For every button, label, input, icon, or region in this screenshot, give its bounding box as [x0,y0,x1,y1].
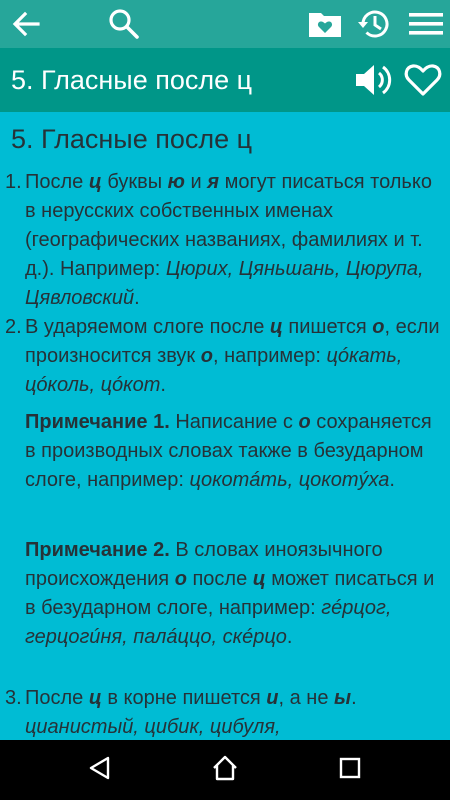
rule-text: После ц буквы ю и я могут писаться только в нерусских собственных именах (географических названиях, фамилиях и т. д.). Например: Цюрих, Цяньшань, Цюрупа, Цявловский. [25,171,432,309]
arrow-left-icon [10,8,42,40]
speak-button[interactable] [350,56,396,104]
search-button[interactable] [102,0,146,48]
example-words: цианистый, цибик, цибуля, [25,716,281,738]
system-navigation-bar [0,740,450,800]
rule-number: 1. [5,171,22,193]
note-label: Примечание 2. [25,539,170,561]
example-words: цокотáть, цокотýха [189,469,390,491]
note-2: Примечание 2. В словах иноязычного происхождения о после ц может писаться и в безударном слоге, например: гéрцог, герцогúня, палáццо, скéрцо. [25,539,435,648]
example-words: Цюрих, Цяньшань, Цюрупа, Цявловский [25,258,424,309]
article-content [0,112,450,740]
favorites-folder-button[interactable] [303,0,347,48]
folder-heart-icon [307,8,343,40]
heart-outline-icon [403,62,443,98]
speaker-icon [353,62,393,98]
menu-button[interactable] [404,0,448,48]
nav-home-icon [211,754,239,787]
article-heading: 5. Гласные после ц [11,124,253,154]
nav-recents-square-icon [338,756,362,785]
nav-home-button[interactable] [195,740,255,800]
note-label: Примечание 1. [25,411,170,433]
nav-recents-button[interactable] [320,740,380,800]
history-button[interactable] [352,0,396,48]
rule-text: В ударяемом слоге после ц пишется о, если произносится звук о, например: цóкать, цóколь, цóкот. [25,316,440,396]
rule-number: 3. [5,687,22,709]
history-icon [356,7,392,41]
rule-number: 2. [5,316,22,338]
hamburger-menu-icon [408,9,444,39]
nav-back-button[interactable] [70,740,130,800]
example-words: цóкать, цóколь, цóкот [25,345,403,396]
rule-text: После ц в корне пишется и, а не ы. цианистый, цибик, цибуля, [25,687,357,738]
note-1: Примечание 1. Написание с о сохраняется в производных словах также в безударном слоге, например: цокотáть, цокотýха. [25,411,432,491]
favorite-button[interactable] [400,56,446,104]
page-title: 5. Гласные после ц [11,65,253,95]
top-toolbar [0,0,450,48]
example-words: гéрцог, герцогúня, палáццо, скéрцо [25,597,392,648]
search-icon [107,7,141,41]
back-button[interactable] [4,0,48,48]
title-bar [0,48,450,112]
nav-back-triangle-icon [87,755,113,786]
